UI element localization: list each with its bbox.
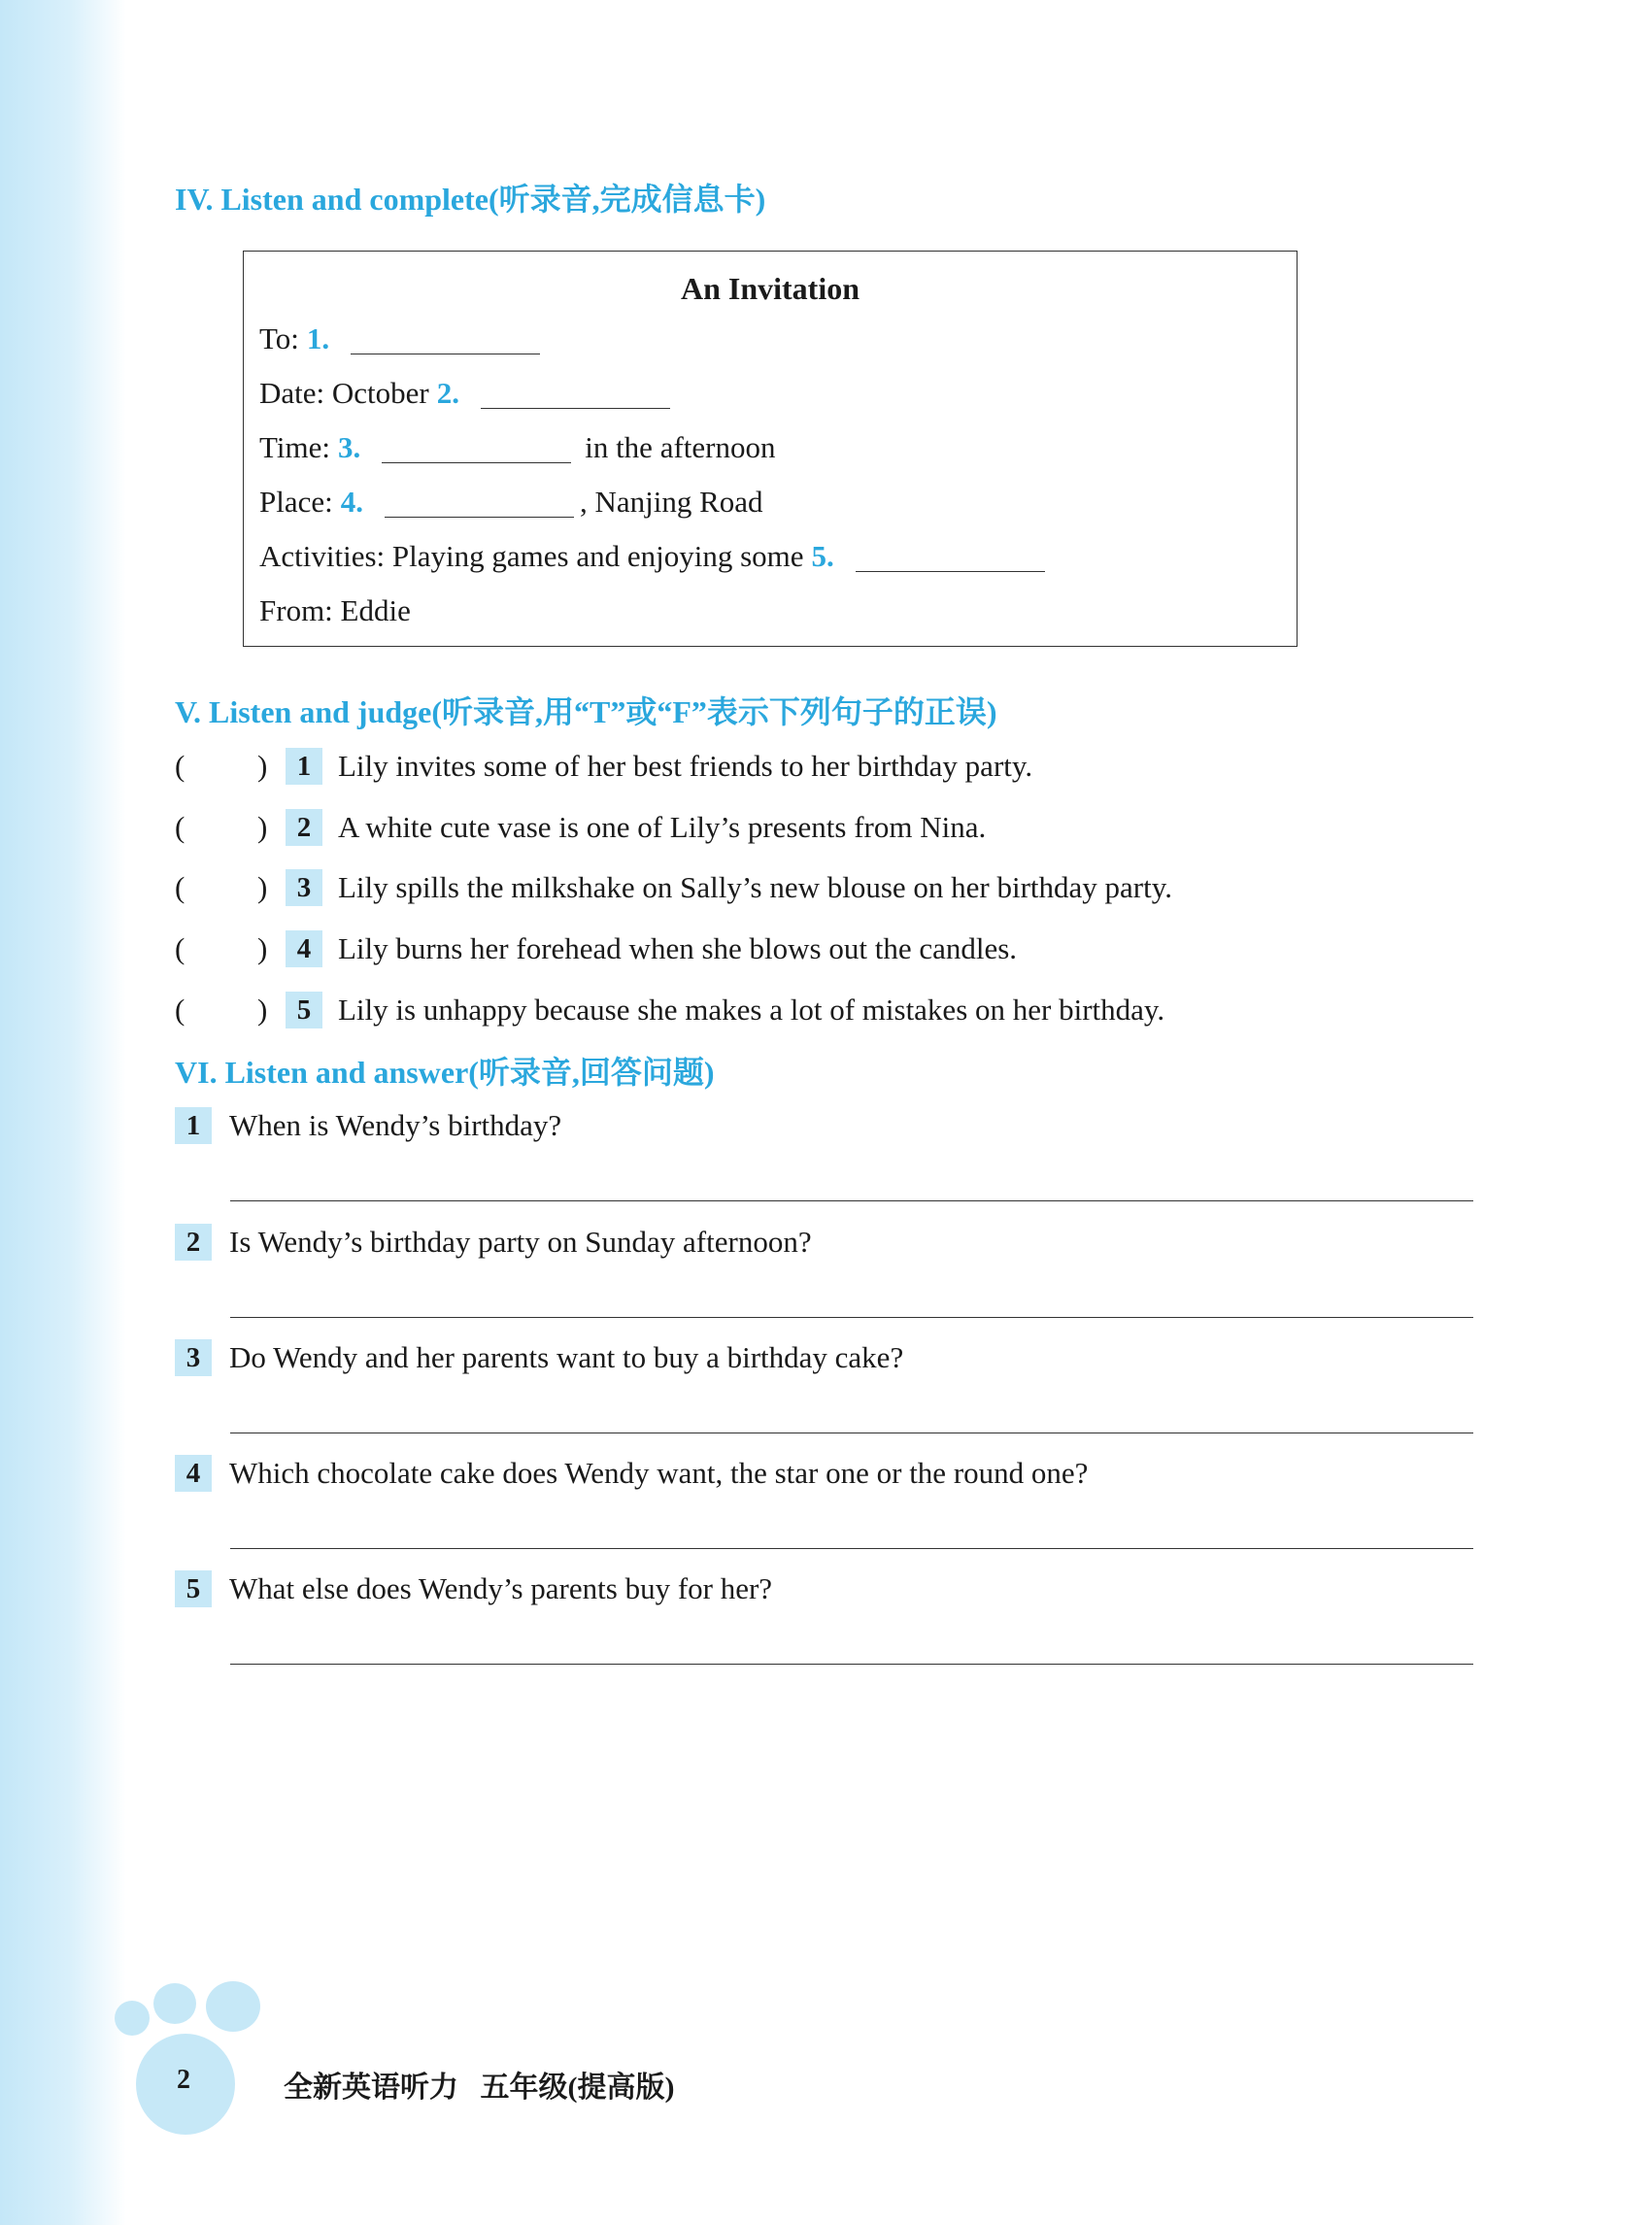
- invitation-line-place: [259, 485, 763, 520]
- page-side-band: [0, 0, 126, 2225]
- answer-line-4[interactable]: [230, 1548, 1473, 1549]
- item-number-badge: 2: [286, 809, 322, 846]
- invitation-line-activities: [259, 539, 1059, 574]
- question-text: When is Wendy’s birthday?: [229, 1108, 562, 1142]
- invitation-label: From:: [259, 593, 333, 627]
- paw-toe-icon: [153, 1983, 196, 2024]
- section-6-heading: VI. Listen and answer(听录音,回答问题): [175, 1055, 715, 1090]
- question-text: Which chocolate cake does Wendy want, the star one or the round one?: [229, 1456, 1089, 1490]
- judge-statement: Lily burns her forehead when she blows out the candles.: [338, 931, 1018, 965]
- blank-number: 4.: [340, 485, 363, 519]
- section-4-heading: IV. Listen and complete(听录音,完成信息卡): [175, 182, 766, 217]
- blank-number: 3.: [337, 430, 361, 464]
- judge-item: [175, 929, 1017, 968]
- judge-item: [175, 747, 1032, 786]
- answer-line-5[interactable]: [230, 1664, 1473, 1665]
- invitation-line-to: [259, 321, 554, 356]
- question-item: [175, 1454, 1088, 1493]
- item-number-badge: 5: [286, 992, 322, 1028]
- judge-item: [175, 991, 1164, 1029]
- invitation-label: Place:: [259, 485, 333, 519]
- answer-bracket-4[interactable]: ( ): [175, 931, 268, 965]
- judge-statement: A white cute vase is one of Lily’s presents from Nina.: [338, 810, 987, 844]
- answer-line-1[interactable]: [230, 1200, 1473, 1201]
- invitation-line-date: [259, 376, 684, 411]
- item-number-badge: 3: [175, 1339, 212, 1376]
- paw-toe-icon: [206, 1981, 260, 2032]
- invitation-label: To:: [259, 321, 299, 355]
- item-number-badge: 1: [286, 748, 322, 785]
- invitation-label: Time:: [259, 430, 330, 464]
- section-5-heading: V. Listen and judge(听录音,用“T”或“F”表示下列句子的正误): [175, 694, 997, 729]
- judge-statement: Lily is unhappy because she makes a lot of mistakes on her birthday.: [338, 993, 1165, 1027]
- answer-blank-1[interactable]: [351, 353, 540, 354]
- answer-bracket-2[interactable]: ( ): [175, 810, 268, 844]
- invitation-prefix: Eddie: [332, 593, 411, 627]
- invitation-suffix: , Nanjing Road: [580, 485, 763, 519]
- invitation-title: An Invitation: [680, 271, 860, 306]
- invitation-card: [243, 251, 1298, 647]
- invitation-prefix: October: [324, 376, 429, 410]
- answer-bracket-3[interactable]: ( ): [175, 870, 268, 904]
- answer-bracket-5[interactable]: ( ): [175, 993, 268, 1027]
- invitation-line-from: [259, 593, 411, 628]
- item-number-badge: 1: [175, 1107, 212, 1144]
- question-text: What else does Wendy’s parents buy for her?: [229, 1571, 773, 1605]
- item-number-badge: 4: [175, 1455, 212, 1492]
- page-number: 2: [177, 2065, 190, 2095]
- invitation-suffix: in the afternoon: [585, 430, 776, 464]
- answer-line-2[interactable]: [230, 1317, 1473, 1318]
- book-title: 全新英语听力 五年级(提高版): [284, 2072, 675, 2104]
- blank-number: 2.: [436, 376, 459, 410]
- blank-number: 5.: [811, 539, 834, 573]
- answer-blank-3[interactable]: [382, 461, 571, 463]
- question-item: [175, 1106, 561, 1145]
- judge-item: [175, 868, 1172, 907]
- item-number-badge: 5: [175, 1570, 212, 1607]
- item-number-badge: 4: [286, 930, 322, 967]
- paw-toe-icon: [115, 2001, 150, 2036]
- invitation-line-time: [259, 430, 775, 465]
- judge-statement: Lily invites some of her best friends to her birthday party.: [338, 749, 1033, 783]
- answer-blank-2[interactable]: [481, 407, 670, 409]
- answer-blank-4[interactable]: [385, 516, 574, 518]
- invitation-prefix: Playing games and enjoying some: [385, 539, 804, 573]
- blank-number: 1.: [306, 321, 330, 355]
- answer-bracket-1[interactable]: ( ): [175, 749, 268, 783]
- item-number-badge: 2: [175, 1224, 212, 1261]
- judge-item: [175, 808, 986, 847]
- question-item: [175, 1223, 812, 1262]
- question-text: Is Wendy’s birthday party on Sunday afternoon?: [229, 1225, 812, 1259]
- question-text: Do Wendy and her parents want to buy a birthday cake?: [229, 1340, 904, 1374]
- invitation-label: Activities:: [259, 539, 386, 573]
- item-number-badge: 3: [286, 869, 322, 906]
- question-item: [175, 1569, 772, 1608]
- answer-blank-5[interactable]: [856, 570, 1045, 572]
- question-item: [175, 1338, 903, 1377]
- judge-statement: Lily spills the milkshake on Sally’s new blouse on her birthday party.: [338, 870, 1172, 904]
- invitation-label: Date:: [259, 376, 325, 410]
